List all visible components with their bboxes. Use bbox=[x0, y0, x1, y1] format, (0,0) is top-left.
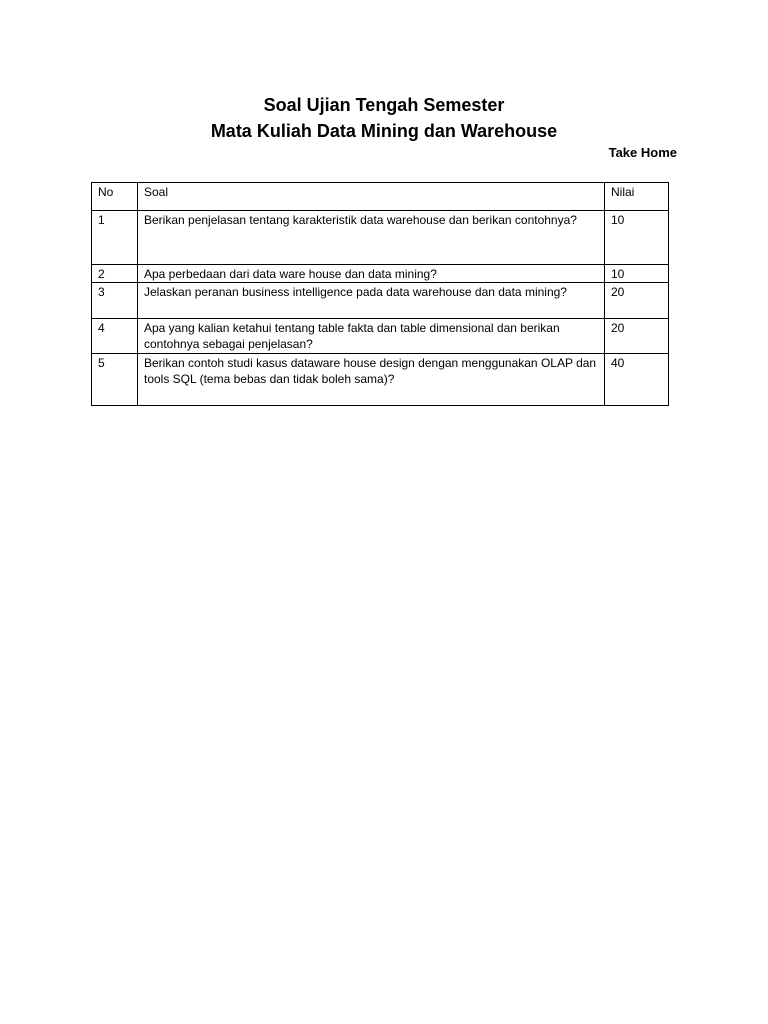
table-row bbox=[92, 211, 669, 265]
document-subtitle: Mata Kuliah Data Mining dan Warehouse bbox=[210, 121, 558, 141]
header-no: No bbox=[92, 183, 138, 211]
table-header-row bbox=[92, 183, 669, 211]
cell-no: 3 bbox=[92, 283, 138, 319]
cell-no: 5 bbox=[92, 354, 138, 406]
cell-soal: Berikan contoh studi kasus dataware house design dengan menggunakan OLAP dan tools SQL (tema bebas dan tidak boleh sama)? bbox=[138, 354, 605, 406]
cell-nilai: 20 bbox=[605, 283, 669, 319]
cell-soal: Berikan penjelasan tentang karakteristik data warehouse dan berikan contohnya? bbox=[138, 211, 605, 265]
cell-no: 1 bbox=[92, 211, 138, 265]
table-row bbox=[92, 354, 669, 406]
cell-nilai: 10 bbox=[605, 211, 669, 265]
cell-soal: Jelaskan peranan business intelligence pada data warehouse dan data mining? bbox=[138, 283, 605, 319]
take-home-note: Take Home bbox=[608, 145, 677, 160]
header-soal: Soal bbox=[138, 183, 605, 211]
cell-soal: Apa perbedaan dari data ware house dan data mining? bbox=[138, 265, 605, 283]
cell-nilai: 10 bbox=[605, 265, 669, 283]
cell-no: 2 bbox=[92, 265, 138, 283]
cell-soal: Apa yang kalian ketahui tentang table fakta dan table dimensional dan berikan contohnya sebagai penjelasan? bbox=[138, 319, 605, 354]
table-row bbox=[92, 319, 669, 354]
table-row bbox=[92, 265, 669, 283]
exam-questions-table bbox=[91, 182, 669, 406]
header-nilai: Nilai bbox=[605, 183, 669, 211]
cell-nilai: 20 bbox=[605, 319, 669, 354]
table-row bbox=[92, 283, 669, 319]
document-title: Soal Ujian Tengah Semester bbox=[263, 95, 505, 115]
cell-no: 4 bbox=[92, 319, 138, 354]
cell-nilai: 40 bbox=[605, 354, 669, 406]
